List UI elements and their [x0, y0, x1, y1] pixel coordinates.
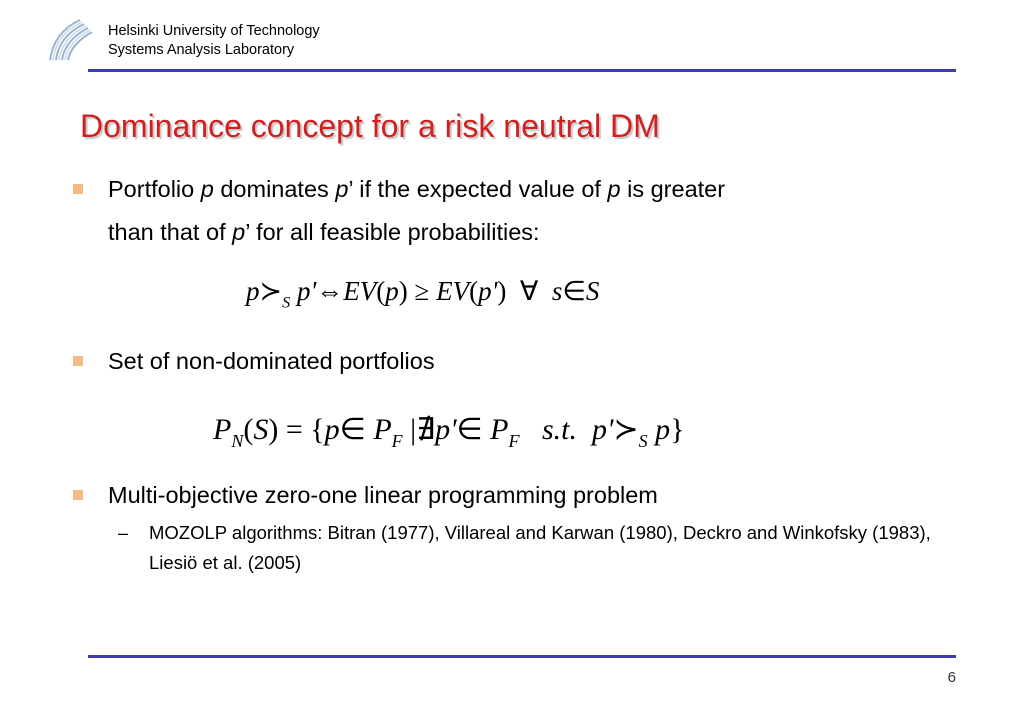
institution-name — [108, 22, 320, 60]
hut-logo-icon — [46, 14, 98, 64]
page-number: 6 — [947, 669, 956, 686]
slide-title: Dominance concept for a risk neutral DM — [80, 108, 660, 144]
bullet-1-line-2: than that of p’ for all feasible probabilities: — [108, 219, 540, 245]
footer-divider — [88, 655, 956, 658]
bullet-marker-3 — [73, 490, 83, 500]
header-divider — [88, 69, 956, 72]
bullet-marker-1 — [73, 184, 83, 194]
bullet-marker-2 — [73, 356, 83, 366]
sub-bullet-dash: – — [118, 523, 129, 543]
bullet-2-text: Set of non-dominated portfolios — [108, 348, 435, 374]
institution-line-2: Systems Analysis Laboratory — [108, 42, 295, 58]
dominance-formula: $p≻_S$ p'⇔EV(p) ≥ EV(p') ∀ s∈S — [246, 276, 600, 312]
nondominated-set-formula: $P_N(S)$ = {p∈ $P_F$ |∄p'∈ $P_F$ s.t. $p'≻_S$ p} — [213, 413, 685, 452]
bullet-1-text — [108, 168, 725, 254]
bullet-3-text: Multi-objective zero-one linear programming problem — [108, 482, 658, 508]
sub-bullet-text: MOZOLP algorithms: Bitran (1977), Villareal and Karwan (1980), Deckro and Winkofsky (1983), Liesiö et al. (2005) — [149, 522, 931, 573]
bullet-1-line-1: Portfolio p dominates p’ if the expected value of p is greater — [108, 176, 726, 202]
institution-line-1: Helsinki University of Technology — [108, 23, 320, 39]
